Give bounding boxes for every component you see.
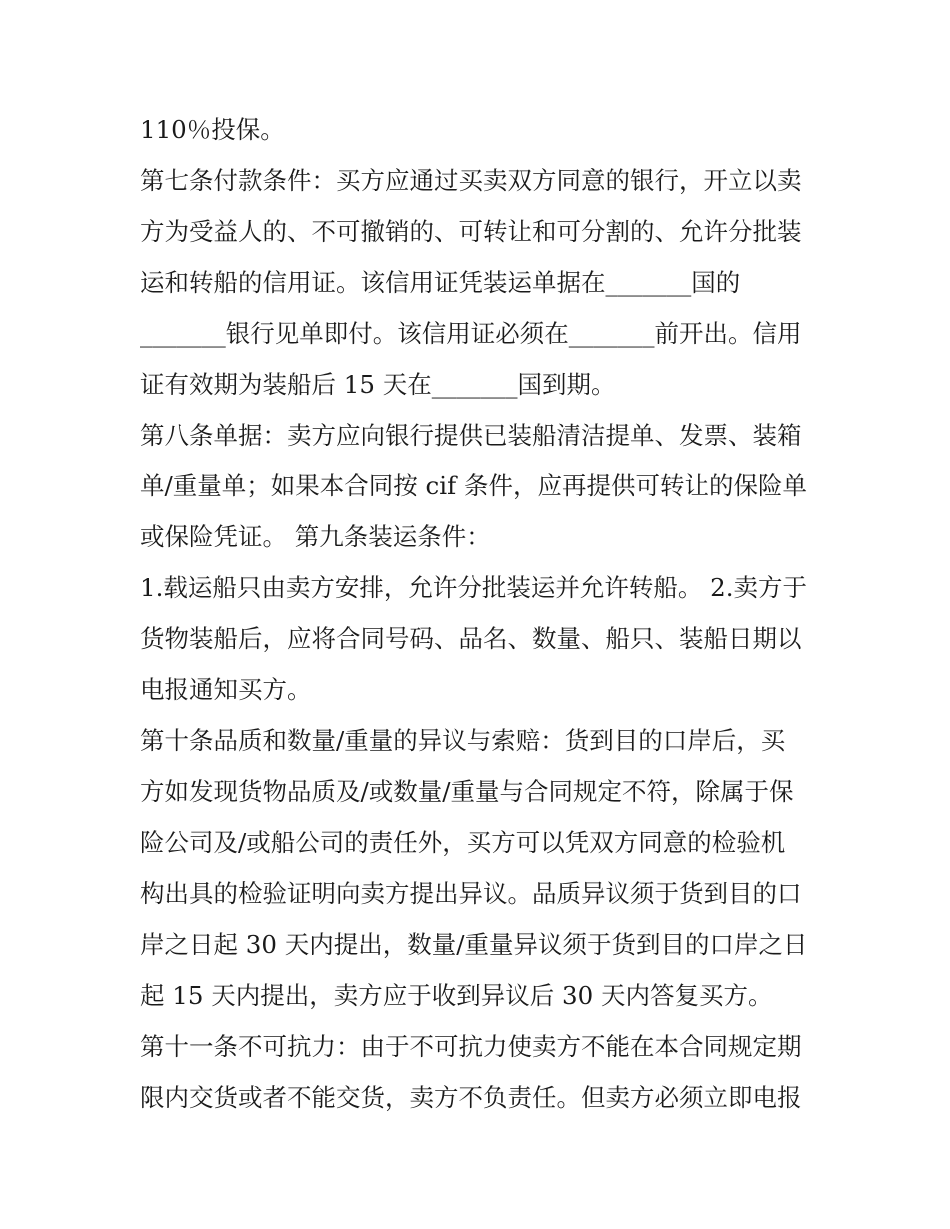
text-line: 运和转船的信用证。该信用证凭装运单据在_______国的 — [140, 268, 741, 297]
text-line: 1.载运船只由卖方安排，允许分批装运并允许转船。 2.卖方于 — [140, 573, 808, 602]
text-line: 电报通知买方。 — [140, 675, 312, 704]
text-line: 限内交货或者不能交货，卖方不负责任。但卖方必须立即电报 — [140, 1083, 802, 1112]
text-line: 险公司及/或船公司的责任外，买方可以凭双方同意的检验机 — [140, 828, 786, 857]
text-line: 方如发现货物品质及/或数量/重量与合同规定不符，除属于保 — [140, 777, 794, 806]
text-line: 第十一条不可抗力：由于不可抗力使卖方不能在本合同规定期 — [140, 1032, 802, 1061]
text-line: 起 15 天内提出，卖方应于收到异议后 30 天内答复买方。 — [140, 981, 773, 1010]
text-line: 构出具的检验证明向卖方提出异议。品质异议须于货到目的口 — [140, 879, 802, 908]
text-line: 方为受益人的、不可撤销的、可转让和可分割的、允许分批装 — [140, 217, 802, 246]
text-line: 证有效期为装船后 15 天在_______国到期。 — [140, 370, 616, 399]
text-line: _______银行见单即付。该信用证必须在_______前开出。信用 — [140, 319, 802, 348]
text-line: 110％投保。 — [140, 115, 285, 144]
text-line: 单/重量单；如果本合同按 cif 条件，应再提供可转让的保险单 — [140, 471, 807, 500]
text-line: 第十条品质和数量/重量的异议与索赔：货到目的口岸后，买 — [140, 726, 786, 755]
text-line: 货物装船后，应将合同号码、品名、数量、船只、装船日期以 — [140, 624, 802, 653]
text-line: 或保险凭证。 第九条装运条件： — [140, 522, 491, 551]
text-line: 岸之日起 30 天内提出，数量/重量异议须于货到目的口岸之日 — [140, 930, 808, 959]
text-line: 第八条单据：卖方应向银行提供已装船清洁提单、发票、装箱 — [140, 421, 802, 450]
text-line: 第七条付款条件：买方应通过买卖双方同意的银行，开立以卖 — [140, 166, 802, 195]
